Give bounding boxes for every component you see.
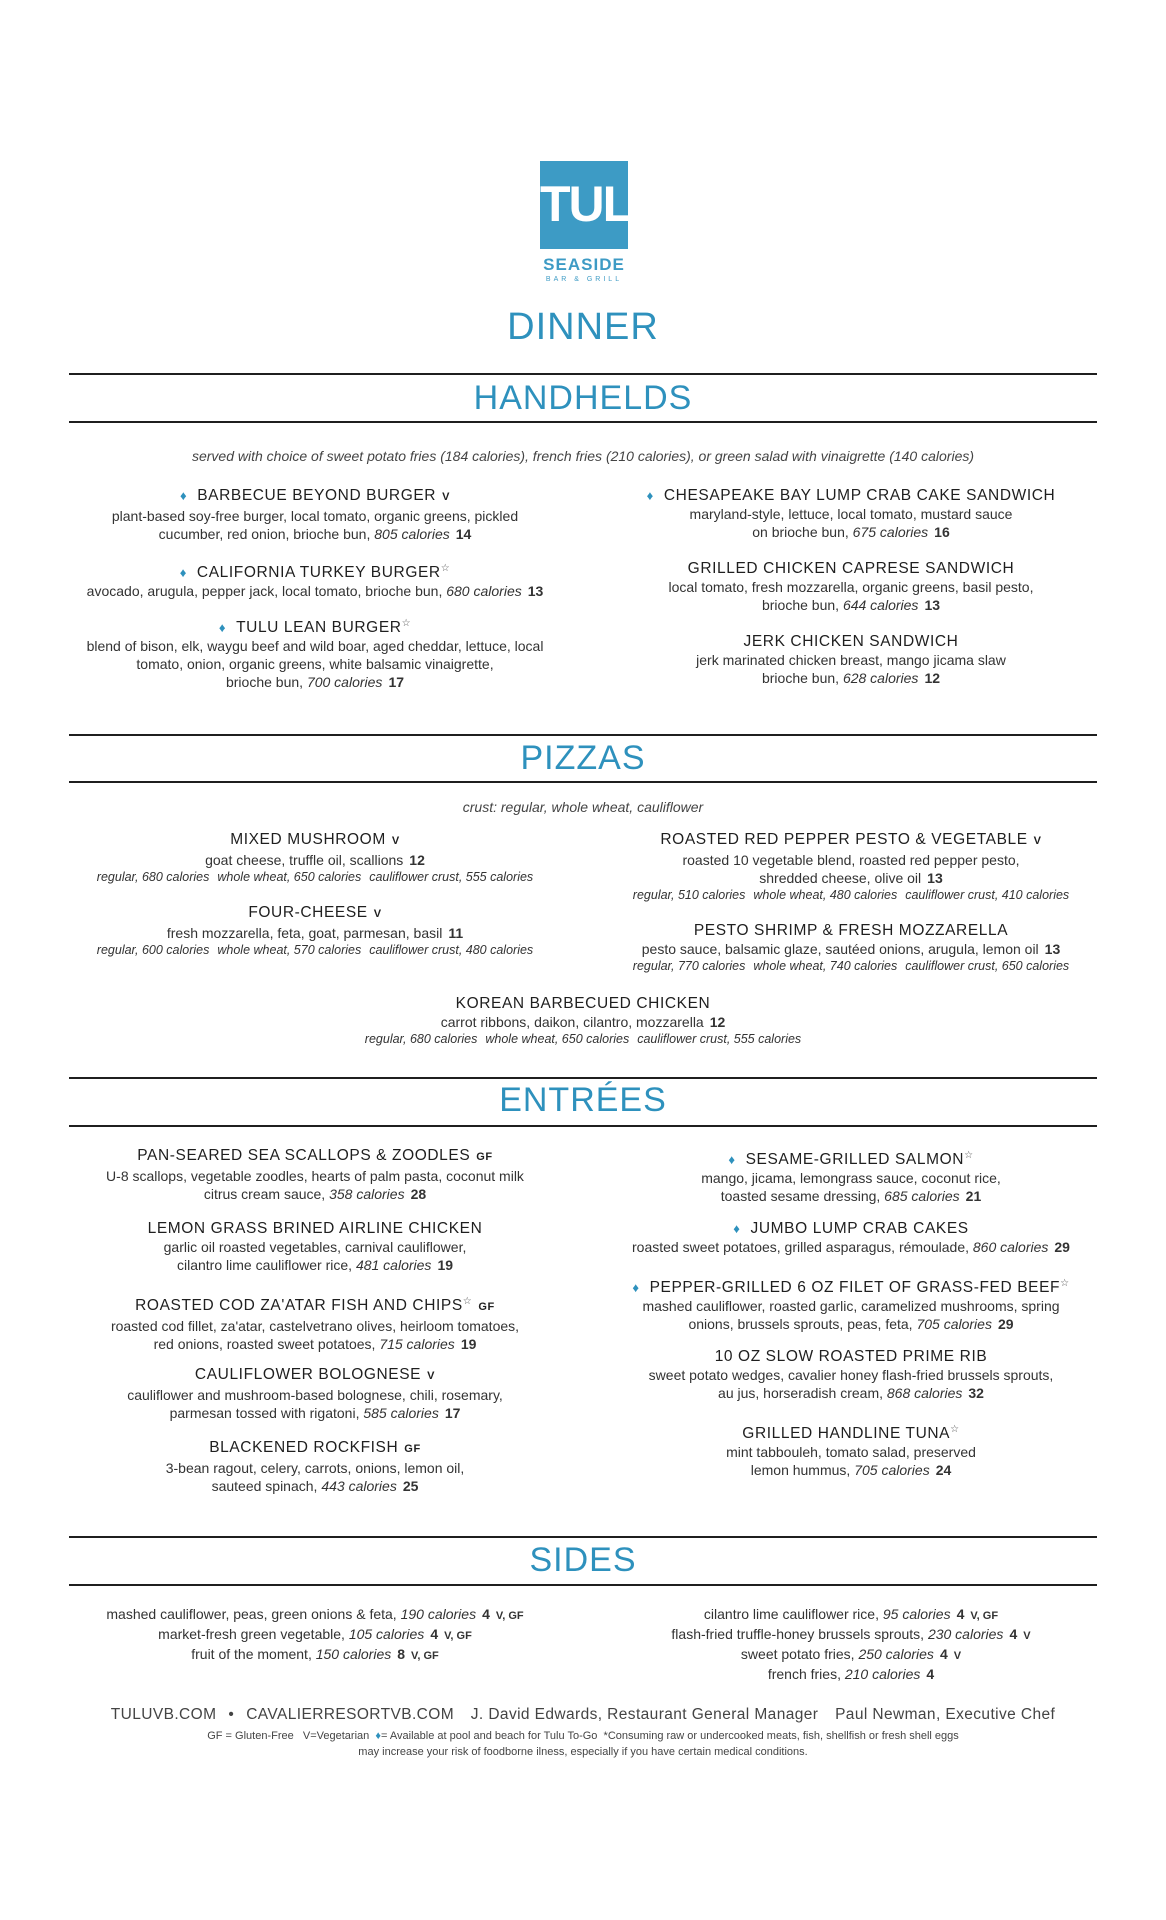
star-icon: ☆ <box>401 618 412 629</box>
side-price: 4 <box>430 1626 439 1642</box>
menu-item <box>596 486 1106 541</box>
item-desc: local tomato, fresh mozzarella, organic greens, basil pesto, <box>668 579 1034 595</box>
item-calories: 705 calories <box>854 1462 930 1479</box>
section-title-pizzas: PIZZAS <box>520 739 646 777</box>
menu-item <box>60 1365 570 1422</box>
side-tag: V, GF <box>411 1650 439 1662</box>
item-desc: toasted sesame dressing, <box>720 1188 881 1205</box>
item-desc: onions, brussels sprouts, peas, feta, <box>688 1316 913 1333</box>
calories-cauliflower: cauliflower crust, 555 calories <box>369 870 534 884</box>
item-desc: red onions, roasted sweet potatoes, <box>153 1336 376 1353</box>
item-name: CALIFORNIA TURKEY BURGER <box>196 564 441 582</box>
item-tag: V <box>373 908 382 920</box>
item-price: 13 <box>527 583 544 600</box>
page-title: DINNER <box>507 306 659 348</box>
item-desc: sauteed spinach, <box>211 1478 318 1494</box>
menu-item <box>596 1347 1106 1402</box>
side-item <box>60 1645 570 1665</box>
diamond-icon: ♦ <box>218 620 227 636</box>
menu-item <box>60 1438 570 1495</box>
item-price: 17 <box>444 1405 461 1421</box>
item-name: SESAME-GRILLED SALMON <box>745 1151 965 1169</box>
divider <box>69 781 1097 783</box>
divider <box>69 1077 1097 1079</box>
item-desc: citrus cream sauce, <box>203 1186 326 1202</box>
menu-item <box>596 1274 1106 1333</box>
logo <box>540 161 666 284</box>
calories-whole-wheat: whole wheat, 480 calories <box>753 888 898 902</box>
item-calories: 443 calories <box>321 1478 397 1494</box>
side-price: 4 <box>926 1666 935 1682</box>
item-tag: GF <box>404 1443 421 1455</box>
calories-cauliflower: cauliflower crust, 555 calories <box>637 1032 802 1046</box>
diamond-icon: ♦ <box>375 1730 382 1742</box>
side-item <box>60 1605 570 1625</box>
item-price: 25 <box>402 1478 419 1494</box>
item-price: 19 <box>437 1257 454 1273</box>
item-desc: pesto sauce, balsamic glaze, sautéed onions, arugula, lemon oil <box>641 941 1039 957</box>
item-tag: V <box>442 491 451 503</box>
item-desc: roasted 10 vegetable blend, roasted red pepper pesto, <box>682 852 1020 868</box>
item-price: 13 <box>927 870 943 886</box>
calories-regular: regular, 510 calories <box>632 888 746 902</box>
pizzas-note: crust: regular, whole wheat, cauliflower <box>462 799 704 815</box>
item-calories: 685 calories <box>884 1188 960 1205</box>
item-price: 11 <box>448 925 464 941</box>
logo-box <box>540 161 666 249</box>
menu-item <box>596 830 1106 904</box>
side-item <box>596 1625 1106 1645</box>
item-desc: brioche bun, <box>761 670 840 686</box>
legend-togo: = Available at pool and beach for Tulu To-Go <box>381 1730 598 1742</box>
entrees-left-column <box>60 1146 570 1506</box>
entrees-right-column <box>596 1146 1106 1506</box>
item-price: 19 <box>460 1336 477 1353</box>
side-calories: 150 calories <box>315 1646 392 1662</box>
diamond-icon: ♦ <box>733 1221 741 1236</box>
item-name: FOUR-CHEESE <box>248 904 368 921</box>
side-price: 4 <box>1009 1626 1018 1642</box>
item-desc: blend of bison, elk, waygu beef and wild boar, aged cheddar, lettuce, local <box>86 638 544 655</box>
item-desc: brioche bun, <box>761 597 840 613</box>
item-desc: fresh mozzarella, feta, goat, parmesan, basil <box>166 925 443 941</box>
side-tag: V, GF <box>970 1610 999 1622</box>
item-desc: roasted sweet potatoes, grilled asparagus, rémoulade, <box>632 1239 969 1255</box>
side-tag: V, GF <box>444 1630 472 1642</box>
side-price: 4 <box>939 1646 948 1662</box>
section-title-handhelds: HANDHELDS <box>473 379 693 417</box>
menu-item <box>60 830 570 886</box>
item-desc: brioche bun, <box>225 674 304 691</box>
side-item <box>596 1665 1106 1683</box>
sides-left-column <box>60 1605 570 1665</box>
menu-item <box>60 614 570 691</box>
side-desc: cilantro lime cauliflower rice, <box>703 1606 879 1622</box>
handhelds-right-column <box>596 486 1106 696</box>
divider <box>69 1536 1097 1538</box>
side-calories: 190 calories <box>400 1606 477 1622</box>
pizzas-left-column <box>60 830 570 980</box>
item-desc: parmesan tossed with rigatoni, <box>169 1405 360 1421</box>
section-title-sides: SIDES <box>529 1541 637 1579</box>
item-name: ROASTED RED PEPPER PESTO & VEGETABLE <box>660 831 1028 848</box>
item-desc: cucumber, red onion, brioche bun, <box>158 526 371 542</box>
item-desc: garlic oil roasted vegetables, carnival cauliflower, <box>163 1239 467 1255</box>
section-title-entrees: ENTRÉES <box>499 1081 667 1119</box>
side-price: 8 <box>397 1646 406 1662</box>
item-desc: jerk marinated chicken breast, mango jicama slaw <box>696 652 1006 668</box>
logo-seaside: SEASIDE <box>543 255 625 274</box>
item-name: KOREAN BARBECUED CHICKEN <box>455 995 711 1012</box>
divider <box>69 421 1097 423</box>
item-desc: avocado, arugula, pepper jack, local tomato, brioche bun, <box>86 583 443 600</box>
divider <box>69 1584 1097 1586</box>
item-calories: 644 calories <box>842 597 919 613</box>
item-price: 24 <box>935 1462 952 1479</box>
item-name: JERK CHICKEN SANDWICH <box>743 633 959 650</box>
calories-regular: regular, 680 calories <box>96 870 210 884</box>
diamond-icon: ♦ <box>728 1152 736 1168</box>
item-price: 29 <box>1054 1239 1070 1255</box>
warning-text: *Consuming raw or undercooked meats, fish, shellfish or fresh shell eggs <box>603 1730 959 1742</box>
item-tag: V <box>391 835 400 847</box>
diamond-icon: ♦ <box>646 488 654 503</box>
item-desc: mango, jicama, lemongrass sauce, coconut rice, <box>701 1170 1001 1187</box>
side-item <box>596 1645 1106 1665</box>
item-price: 28 <box>410 1186 427 1202</box>
logo-text: TULU <box>540 176 666 232</box>
item-desc: sweet potato wedges, cavalier honey flash-fried brussels sprouts, <box>648 1367 1054 1383</box>
divider <box>69 373 1097 375</box>
chef-credit: Paul Newman, Executive Chef <box>835 1706 1056 1723</box>
calories-regular: regular, 770 calories <box>632 959 746 973</box>
item-name: 10 OZ SLOW ROASTED PRIME RIB <box>714 1348 988 1365</box>
separator-dot: • <box>228 1706 235 1723</box>
manager-credit: J. David Edwards, Restaurant General Manager <box>470 1706 819 1723</box>
diamond-icon: ♦ <box>179 488 188 503</box>
item-price: 14 <box>455 526 472 542</box>
item-name: CAULIFLOWER BOLOGNESE <box>194 1366 422 1383</box>
item-calories: 700 calories <box>306 674 383 691</box>
menu-item <box>60 486 570 543</box>
item-desc: U-8 scallops, vegetable zoodles, hearts of palm pasta, coconut milk <box>106 1168 524 1184</box>
pizzas-right-column <box>596 830 1106 980</box>
item-calories: 585 calories <box>363 1405 439 1421</box>
menu-item <box>60 559 570 600</box>
item-calories: 805 calories <box>374 526 450 542</box>
item-calories: 868 calories <box>886 1385 963 1401</box>
star-icon: ☆ <box>440 563 451 574</box>
calories-cauliflower: cauliflower crust, 650 calories <box>905 959 1070 973</box>
side-tag: V <box>953 1650 962 1662</box>
item-calories: 860 calories <box>972 1239 1049 1255</box>
menu-item <box>596 559 1106 614</box>
menu-item <box>60 903 570 959</box>
item-tag: GF <box>476 1151 493 1163</box>
item-name: PEPPER-GRILLED 6 OZ FILET OF GRASS-FED BEEF <box>649 1279 1061 1297</box>
calories-regular: regular, 600 calories <box>96 943 210 957</box>
item-price: 21 <box>965 1188 982 1205</box>
item-price: 12 <box>924 670 941 686</box>
star-icon: ☆ <box>950 1424 960 1435</box>
item-name: PAN-SEARED SEA SCALLOPS & ZOODLES <box>137 1147 471 1164</box>
item-price: 29 <box>997 1316 1014 1333</box>
side-calories: 95 calories <box>882 1606 951 1622</box>
item-price: 13 <box>924 597 941 613</box>
handhelds-note: served with choice of sweet potato fries (184 calories), french fries (210 calories), or green salad with vinaigrette (140 calories) <box>191 448 975 464</box>
menu-item <box>596 921 1106 975</box>
calories-whole-wheat: whole wheat, 740 calories <box>753 959 898 973</box>
legend-gf: GF = Gluten-Free <box>207 1730 294 1742</box>
item-price: 17 <box>388 674 405 691</box>
calories-whole-wheat: whole wheat, 570 calories <box>217 943 362 957</box>
item-calories: 358 calories <box>329 1186 405 1202</box>
item-name: BARBECUE BEYOND BURGER <box>197 487 437 504</box>
item-calories: 715 calories <box>379 1336 455 1353</box>
item-name: ROASTED COD ZA'ATAR FISH AND CHIPS <box>135 1297 463 1315</box>
pizzas-center-column <box>283 994 883 1054</box>
sides-right-column <box>596 1605 1106 1685</box>
item-price: 16 <box>934 524 950 540</box>
item-desc: roasted cod fillet, za'atar, castelvetrano olives, heirloom tomatoes, <box>110 1318 520 1335</box>
menu-item <box>60 1219 570 1274</box>
item-name: GRILLED CHICKEN CAPRESE SANDWICH <box>687 560 1015 577</box>
item-desc: cauliflower and mushroom-based bolognese, chili, rosemary, <box>127 1387 503 1403</box>
item-price: 12 <box>709 1014 726 1030</box>
side-calories: 105 calories <box>348 1626 425 1642</box>
item-desc: au jus, horseradish cream, <box>718 1385 883 1401</box>
side-desc: mashed cauliflower, peas, green onions & feta, <box>106 1606 397 1622</box>
star-icon: ☆ <box>964 1150 974 1161</box>
footer-info <box>0 1706 1166 1724</box>
item-desc: plant-based soy-free burger, local tomato, organic greens, pickled <box>111 508 519 524</box>
side-tag: V <box>1023 1630 1031 1642</box>
side-price: 4 <box>482 1606 490 1622</box>
item-name: LEMON GRASS BRINED AIRLINE CHICKEN <box>147 1220 483 1237</box>
diamond-icon: ♦ <box>179 565 187 581</box>
item-desc: mashed cauliflower, roasted garlic, caramelized mushrooms, spring <box>642 1298 1060 1315</box>
handhelds-left-column <box>60 486 570 696</box>
calories-cauliflower: cauliflower crust, 480 calories <box>369 943 534 957</box>
item-price: 12 <box>409 852 425 868</box>
item-calories: 705 calories <box>916 1316 992 1333</box>
logo-bar-grill: BAR & GRILL <box>545 276 623 283</box>
side-price: 4 <box>956 1606 965 1622</box>
menu-item <box>596 1146 1106 1205</box>
item-calories: 680 calories <box>446 583 522 600</box>
item-name: MIXED MUSHROOM <box>230 831 386 848</box>
item-desc: tomato, onion, organic greens, white balsamic vinaigrette, <box>136 656 494 673</box>
side-calories: 210 calories <box>844 1666 921 1682</box>
warning-text: may increase your risk of foodborne ilness, especially if you have certain medical conditions. <box>358 1746 808 1758</box>
item-price: 32 <box>968 1385 984 1401</box>
item-name: GRILLED HANDLINE TUNA <box>742 1425 951 1443</box>
side-desc: flash-fried truffle-honey brussels sprouts, <box>671 1626 925 1642</box>
menu-item <box>60 1292 570 1353</box>
item-desc: mint tabbouleh, tomato salad, preserved <box>726 1444 976 1461</box>
side-desc: french fries, <box>767 1666 841 1682</box>
side-item <box>60 1625 570 1645</box>
item-name: PESTO SHRIMP & FRESH MOZZARELLA <box>693 922 1009 939</box>
side-calories: 230 calories <box>927 1626 1004 1642</box>
item-calories: 481 calories <box>355 1257 432 1273</box>
item-desc: shredded cheese, olive oil <box>759 870 922 886</box>
side-item <box>596 1605 1106 1625</box>
item-desc: cilantro lime cauliflower rice, <box>176 1257 353 1273</box>
item-desc: maryland-style, lettuce, local tomato, mustard sauce <box>689 506 1013 522</box>
menu-item <box>596 632 1106 687</box>
star-icon: ☆ <box>462 1296 473 1307</box>
item-tag: V <box>1033 835 1042 847</box>
side-calories: 250 calories <box>858 1646 934 1662</box>
menu-item <box>283 994 883 1048</box>
divider <box>69 734 1097 736</box>
side-tag: V, GF <box>495 1610 524 1622</box>
item-tag: V <box>427 1370 436 1382</box>
item-calories: 675 calories <box>852 524 929 540</box>
item-price: 13 <box>1044 941 1061 957</box>
menu-item <box>596 1219 1106 1256</box>
diamond-icon: ♦ <box>632 1280 640 1296</box>
website-link[interactable]: TULUVB.COM <box>110 1706 217 1723</box>
item-desc: on brioche bun, <box>752 524 849 540</box>
item-name: BLACKENED ROCKFISH <box>209 1439 399 1456</box>
item-calories: 628 calories <box>842 670 919 686</box>
item-desc: 3-bean ragout, celery, carrots, onions, lemon oil, <box>165 1460 465 1476</box>
menu-item <box>60 1146 570 1203</box>
calories-whole-wheat: whole wheat, 650 calories <box>217 870 362 884</box>
website-link[interactable]: CAVALIERRESORTVB.COM <box>246 1706 455 1723</box>
item-name: TULU LEAN BURGER <box>236 619 402 637</box>
menu-item <box>596 1420 1106 1479</box>
item-desc: goat cheese, truffle oil, scallions <box>205 852 404 868</box>
item-name: CHESAPEAKE BAY LUMP CRAB CAKE SANDWICH <box>663 487 1056 504</box>
side-desc: sweet potato fries, <box>740 1646 855 1662</box>
star-icon: ☆ <box>1060 1278 1070 1289</box>
calories-cauliflower: cauliflower crust, 410 calories <box>905 888 1070 902</box>
side-desc: market-fresh green vegetable, <box>158 1626 345 1642</box>
calories-whole-wheat: whole wheat, 650 calories <box>485 1032 630 1046</box>
item-desc: lemon hummus, <box>750 1462 851 1479</box>
footer-legend <box>0 1728 1166 1760</box>
item-desc: carrot ribbons, daikon, cilantro, mozzarella <box>440 1014 704 1030</box>
legend-v: V=Vegetarian <box>302 1730 370 1742</box>
side-desc: fruit of the moment, <box>191 1646 312 1662</box>
calories-regular: regular, 680 calories <box>364 1032 478 1046</box>
divider <box>69 1125 1097 1127</box>
item-tag: GF <box>478 1301 495 1314</box>
item-name: JUMBO LUMP CRAB CAKES <box>750 1220 969 1237</box>
